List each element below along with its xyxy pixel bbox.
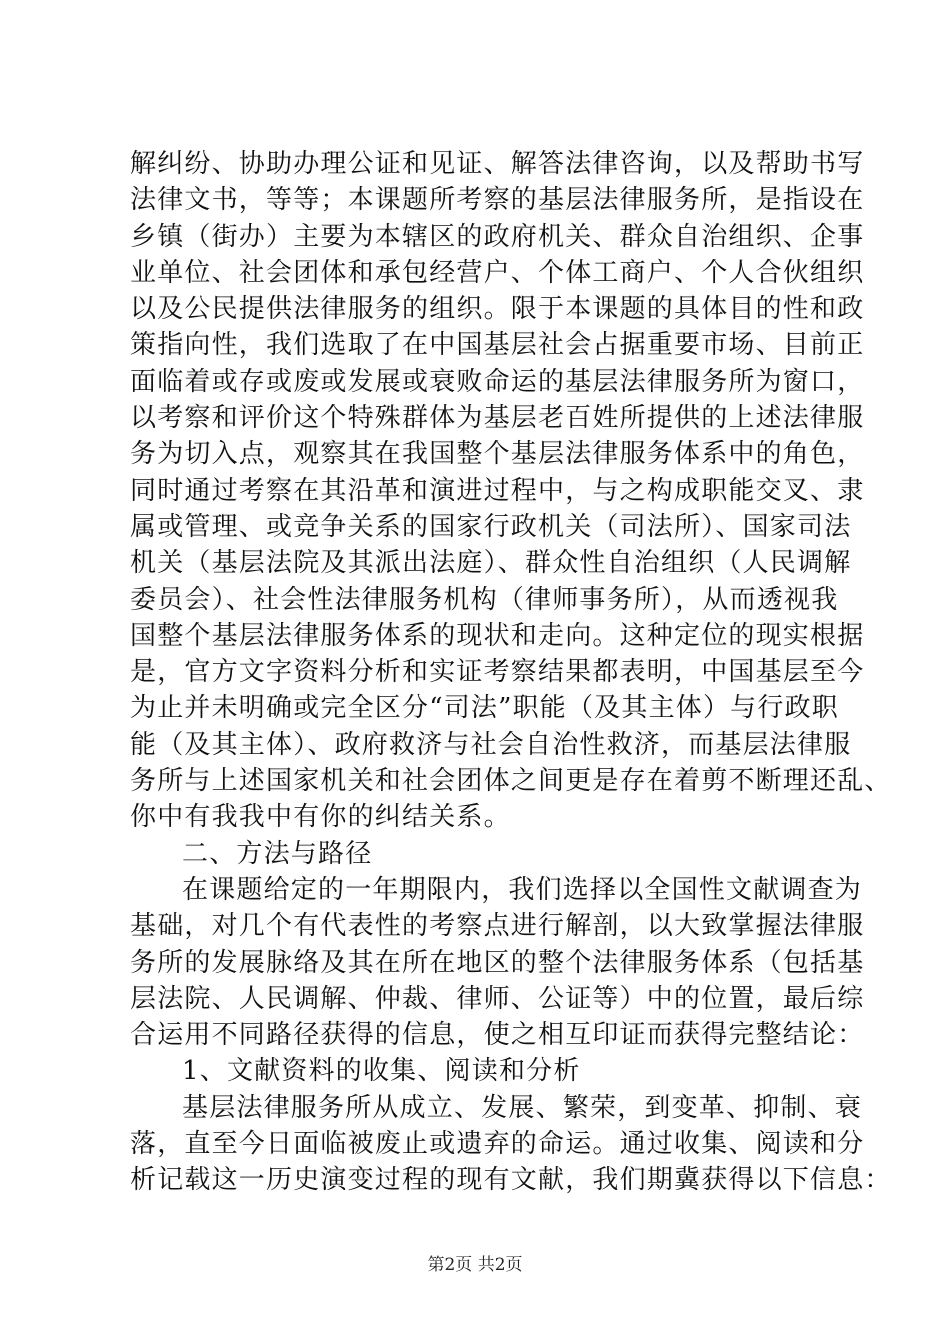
text-line: 以及公民提供法律服务的组织。限于本课题的具体目的性和政 [130,294,865,325]
page-footer: 第2页 共2页 [427,1255,523,1275]
text-line: 面临着或存或废或发展或衰败命运的基层法律服务所为窗口， [130,366,865,397]
text-line: 落，直至今日面临被废止或遗弃的命运。通过收集、阅读和分 [130,1129,865,1160]
text-line: 务所的发展脉络及其在所在地区的整个法律服务体系（包括基 [130,947,865,978]
text-line: 层法院、人民调解、仲裁、律师、公证等）中的位置，最后综 [130,983,865,1014]
text-line: 基础，对几个有代表性的考察点进行解剖，以大致掌握法律服 [130,911,865,942]
text-line: 基层法律服务所从成立、发展、繁荣，到变革、抑制、衰 [182,1092,863,1123]
text-line: 国整个基层法律服务体系的现状和走向。这种定位的现实根据 [130,620,865,651]
text-line: 解纠纷、协助办理公证和见证、解答法律咨询，以及帮助书写 [130,149,865,179]
section-heading: 二、方法与路径 [182,838,373,869]
text-line: 合运用不同路径获得的信息，使之相互印证而获得完整结论： [130,1020,865,1051]
text-line: 同时通过考察在其沿革和演进过程中，与之构成职能交叉、隶 [130,475,865,506]
text-line: 务为切入点，观察其在我国整个基层法律服务体系中的角色， [130,439,865,470]
document-body [130,146,892,1199]
text-line: 析记载这一历史演变过程的现有文献，我们期冀获得以下信息： [130,1165,892,1196]
text-line: 乡镇（街办）主要为本辖区的政府机关、群众自治组织、企事 [130,221,865,252]
text-line: 业单位、社会团体和承包经营户、个体工商户、个人合伙组织 [130,257,865,288]
text-line: 委员会）、社会性法律服务机构（律师事务所），从而透视我 [130,584,839,615]
text-line: 在课题给定的一年期限内，我们选择以全国性文献调查为 [182,874,863,905]
text-line: 策指向性，我们选取了在中国基层社会占据重要市场、目前正 [130,330,865,361]
text-line: 能（及其主体）、政府救济与社会自治性救济，而基层法律服 [130,729,852,760]
text-line: 是，官方文字资料分析和实证考察结果都表明，中国基层至今 [130,657,865,688]
subsection-heading: 1、文献资料的收集、阅读和分析 [182,1056,581,1087]
text-line: 务所与上述国家机关和社会团体之间更是存在着剪不断理还乱、 [130,766,892,797]
text-line: 你中有我我中有你的纠结关系。 [130,802,511,833]
text-line: 法律文书，等等；本课题所考察的基层法律服务所，是指设在 [130,185,865,216]
text-line: 属或管理、或竞争关系的国家行政机关（司法所）、国家司法 [130,511,852,542]
text-line: 以考察和评价这个特殊群体为基层老百姓所提供的上述法律服 [130,403,865,434]
text-line: 为止并未明确或完全区分“司法”职能（及其主体）与行政职 [130,693,839,724]
text-line: 机关（基层法院及其派出法庭）、群众性自治组织（人民调解 [130,548,852,579]
